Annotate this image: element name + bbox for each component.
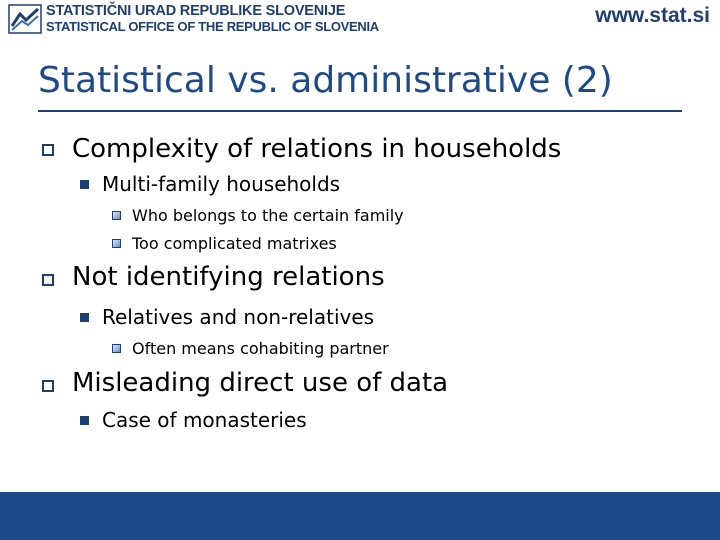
slide-title: Statistical vs. administrative (2) bbox=[38, 60, 613, 101]
stat-office-logo-icon bbox=[8, 4, 42, 34]
bullet-level3 bbox=[112, 339, 389, 358]
bullet-level2 bbox=[80, 408, 307, 432]
square-filled-bullet-icon bbox=[80, 313, 89, 322]
bullet-text: Not identifying relations bbox=[72, 262, 385, 292]
organization-name bbox=[46, 4, 379, 34]
square-outline-bullet-icon bbox=[42, 144, 54, 156]
bullet-text: Relatives and non-relatives bbox=[102, 305, 375, 329]
footer-band bbox=[0, 492, 720, 540]
bullet-level1 bbox=[42, 262, 385, 292]
square-filled-bullet-icon bbox=[80, 416, 89, 425]
bullet-level1 bbox=[42, 134, 561, 164]
org-name-english: STATISTICAL OFFICE OF THE REPUBLIC OF SLOVENIA bbox=[46, 19, 379, 34]
shaded-box-bullet-icon bbox=[112, 211, 121, 220]
shaded-box-bullet-icon bbox=[112, 344, 121, 353]
bullet-text: Who belongs to the certain family bbox=[132, 206, 404, 225]
bullet-text: Multi-family households bbox=[102, 172, 341, 196]
square-outline-bullet-icon bbox=[42, 274, 54, 286]
bullet-text: Misleading direct use of data bbox=[72, 368, 449, 398]
bullet-level3 bbox=[112, 234, 337, 253]
bullet-level2 bbox=[80, 172, 340, 196]
bullet-level1 bbox=[42, 368, 448, 398]
bullet-text: Too complicated matrixes bbox=[132, 234, 337, 253]
bullet-text: Often means cohabiting partner bbox=[132, 339, 389, 358]
bullet-text: Complexity of relations in households bbox=[72, 134, 562, 164]
title-divider bbox=[38, 110, 682, 112]
bullet-level2 bbox=[80, 305, 374, 329]
shaded-box-bullet-icon bbox=[112, 239, 121, 248]
bullet-level3 bbox=[112, 206, 404, 225]
square-filled-bullet-icon bbox=[80, 180, 89, 189]
square-outline-bullet-icon bbox=[42, 380, 54, 392]
slide-header bbox=[0, 0, 720, 40]
org-name-slovene: STATISTIČNI URAD REPUBLIKE SLOVENIJE bbox=[46, 3, 346, 19]
bullet-text: Case of monasteries bbox=[102, 408, 307, 432]
website-link[interactable]: www.stat.si bbox=[595, 4, 710, 27]
